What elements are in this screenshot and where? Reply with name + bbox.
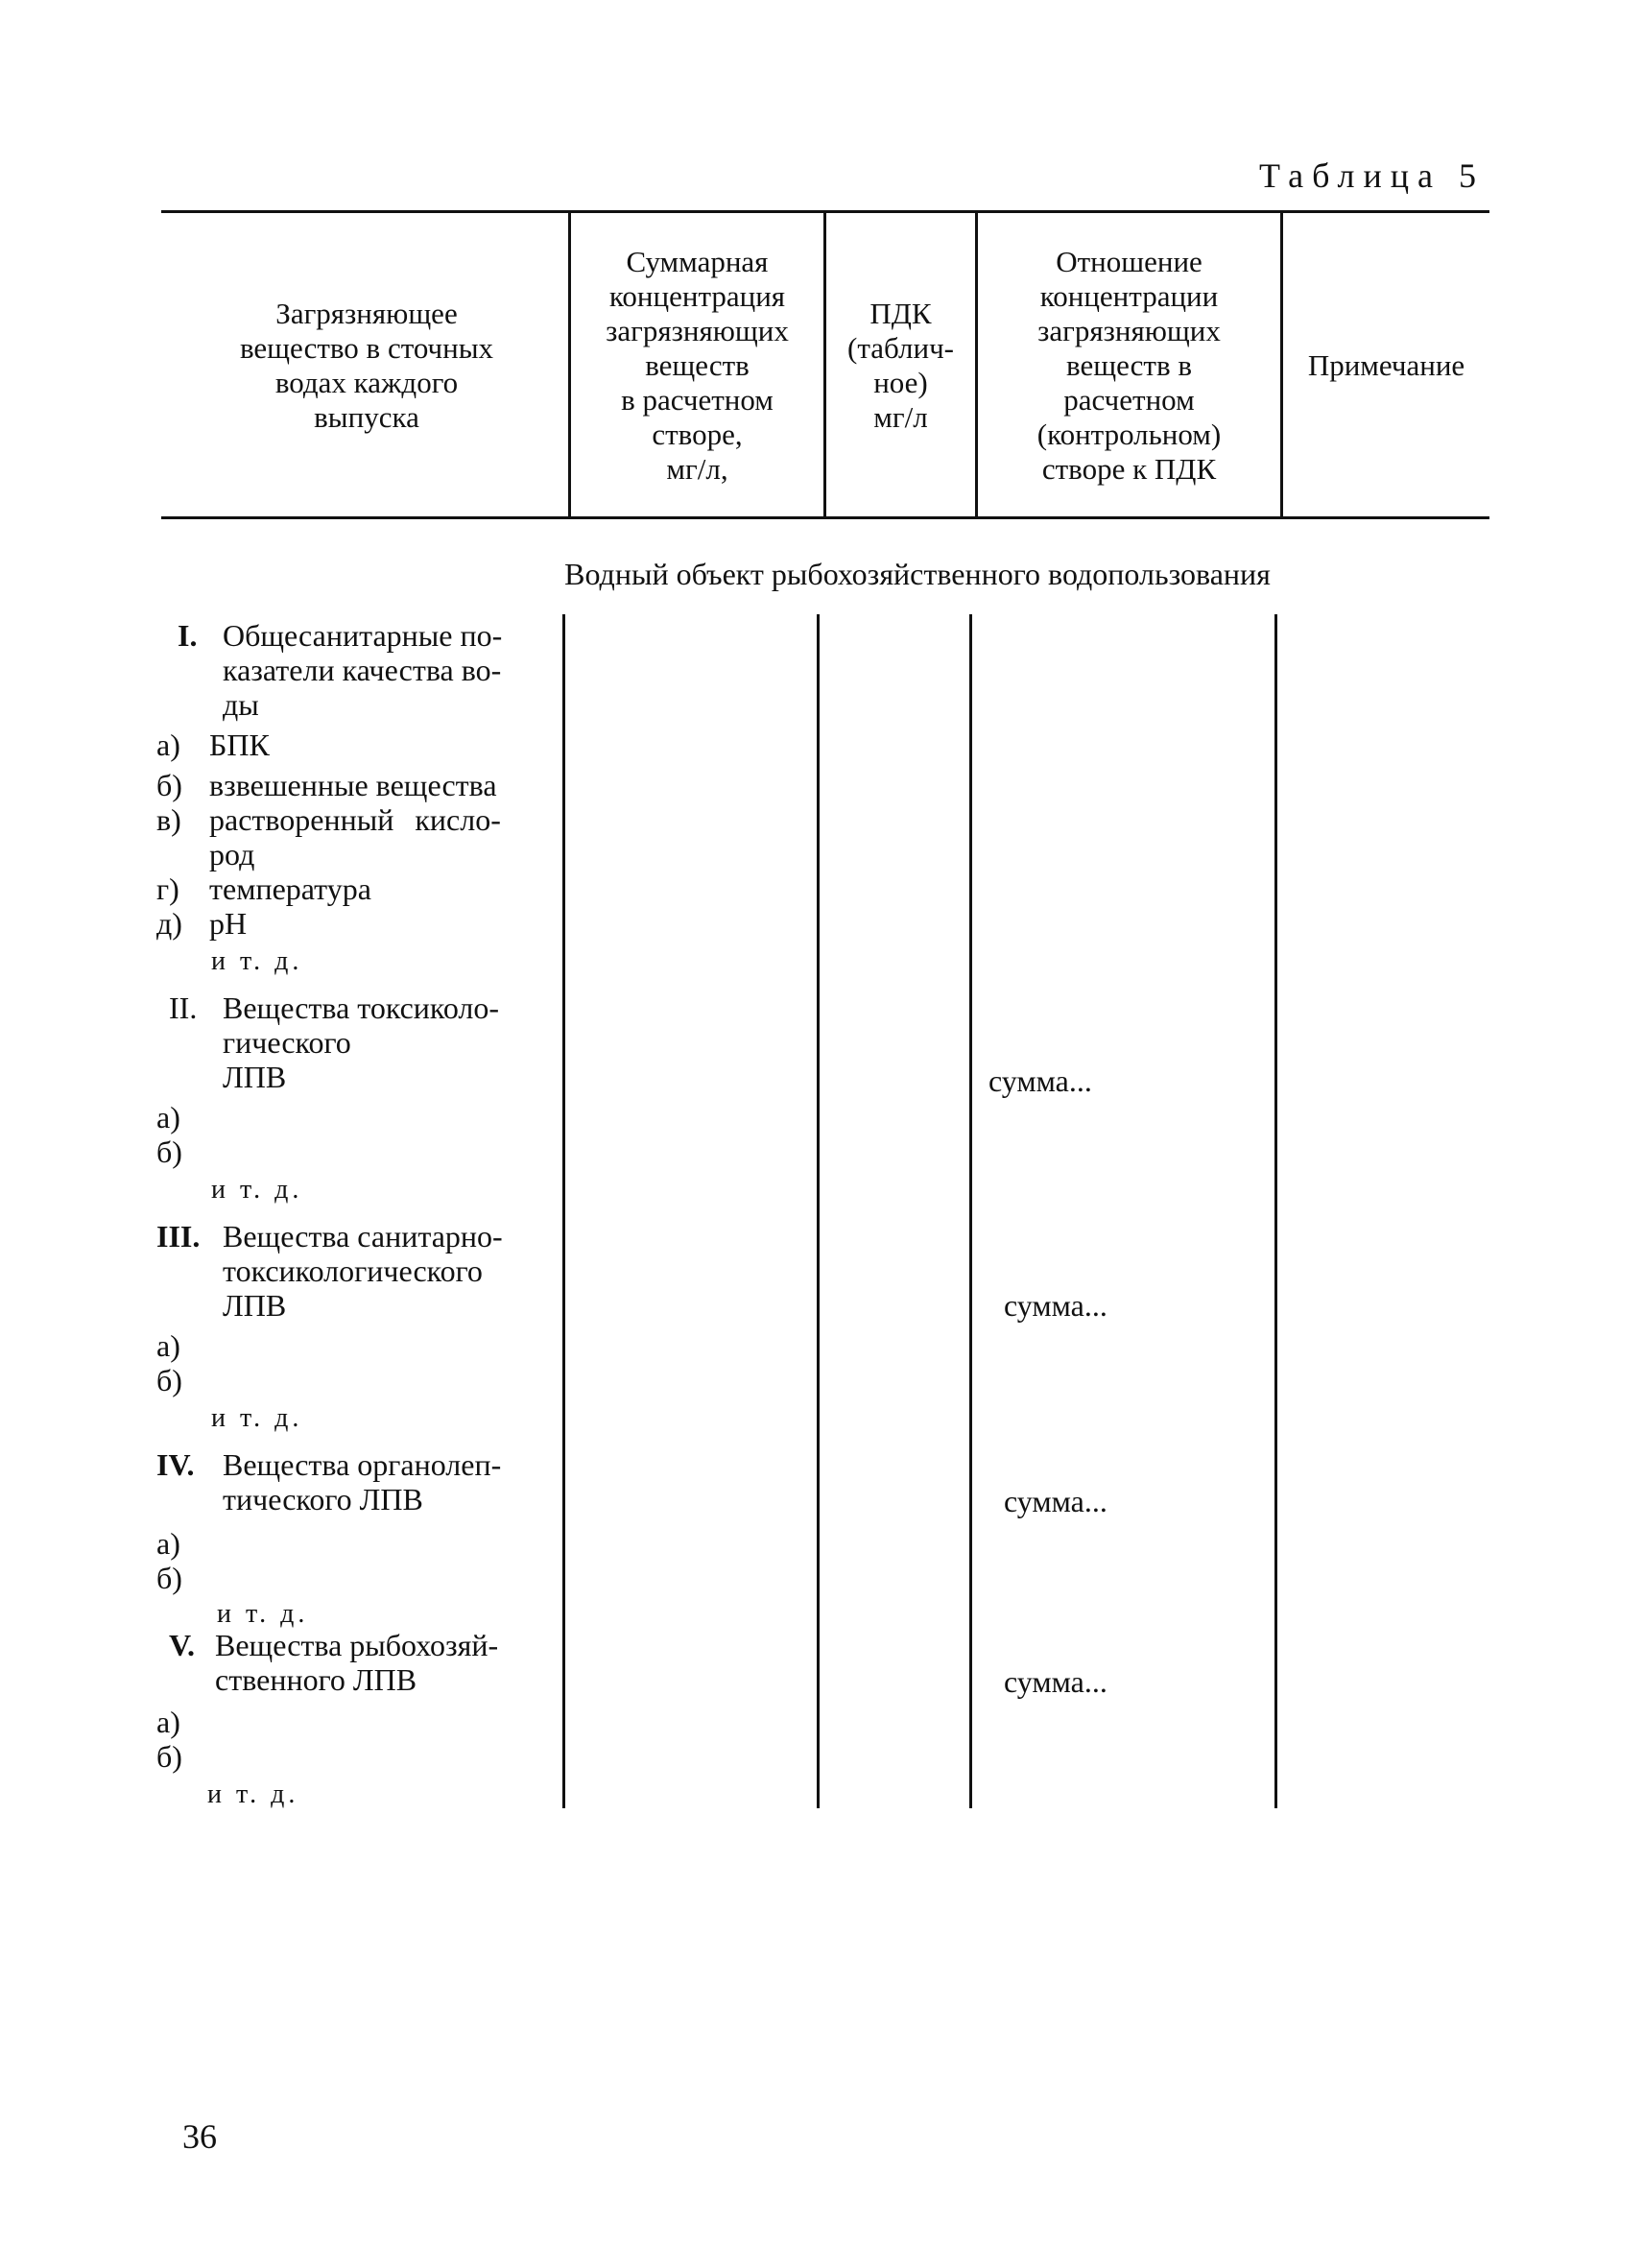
sum-label: сумма... [1004, 1288, 1107, 1323]
item-marker: а) [156, 1100, 180, 1134]
section-title: Водный объект рыбохозяйственного водопользования [564, 557, 1271, 591]
item-label: pH [209, 906, 248, 941]
header-total-concentration: Суммарная концентрация загрязняющих веществ в расчетном створе, мг/л, [606, 245, 789, 486]
item-marker: а) [156, 1705, 180, 1739]
group-title-line: токсикологического [223, 1253, 483, 1288]
item-label: БПК [209, 728, 270, 762]
item-marker: д) [156, 906, 182, 941]
group-title-line: казатели качества во- [223, 653, 502, 687]
group-numeral: I. [178, 618, 198, 653]
header-pollutant: Загрязняющее вещество в сточных водах каждого выпуска [239, 297, 494, 434]
page-number: 36 [182, 2117, 217, 2156]
etc-label: и т. д. [211, 1175, 303, 1205]
item-marker: б) [156, 1363, 182, 1397]
item-marker: а) [156, 728, 180, 762]
etc-label: и т. д. [207, 1779, 299, 1809]
item-marker: в) [156, 802, 181, 837]
item-marker: б) [156, 1739, 182, 1774]
etc-label: и т. д. [211, 1403, 303, 1433]
sum-label: сумма... [988, 1063, 1092, 1098]
group-title-line: ды [223, 687, 259, 722]
body-divider-3 [969, 614, 972, 1808]
group-numeral: II. [169, 991, 198, 1025]
item-marker: б) [156, 1561, 182, 1595]
group-title-line: Вещества органолеп- [223, 1447, 502, 1482]
etc-label: и т. д. [211, 946, 303, 976]
group-title-line: Общесанитарные по- [223, 618, 503, 653]
group-title-line: Вещества рыбохозяй- [215, 1628, 499, 1662]
etc-label: и т. д. [217, 1599, 309, 1629]
item-marker: а) [156, 1328, 180, 1363]
header-ratio: Отношение концентрации загрязняющих веществ в расчетном (контрольном) створе к ПДК [1036, 245, 1222, 486]
group-title-line: тического ЛПВ [223, 1482, 423, 1516]
item-marker: б) [156, 1134, 182, 1169]
item-label: род [209, 837, 255, 871]
header-note: Примечание [1307, 348, 1465, 382]
item-label: взвешенные вещества [209, 768, 497, 802]
body-divider-4 [1274, 614, 1277, 1808]
group-numeral: III. [156, 1219, 201, 1253]
group-title-line: ЛПВ [223, 1060, 287, 1094]
body-divider-2 [817, 614, 820, 1808]
group-title-line: ЛПВ [223, 1288, 287, 1323]
sum-label: сумма... [1004, 1664, 1107, 1699]
group-title-line: Вещества токсиколо- [223, 991, 500, 1025]
item-marker: б) [156, 768, 182, 802]
item-label: температура [209, 871, 371, 906]
body-divider-1 [562, 614, 565, 1808]
item-label: растворенный кисло- [209, 802, 501, 837]
header-mac: ПДК (таблич- ное) мг/л [847, 297, 954, 434]
group-title-line: Вещества санитарно- [223, 1219, 503, 1253]
group-numeral: IV. [156, 1447, 195, 1482]
group-numeral: V. [169, 1628, 195, 1662]
group-title-line: гического [223, 1025, 351, 1060]
table-caption: Таблица 5 [1259, 156, 1485, 195]
item-marker: а) [156, 1526, 180, 1561]
item-marker: г) [156, 871, 179, 906]
sum-label: сумма... [1004, 1484, 1107, 1518]
group-title-line: ственного ЛПВ [215, 1662, 417, 1697]
